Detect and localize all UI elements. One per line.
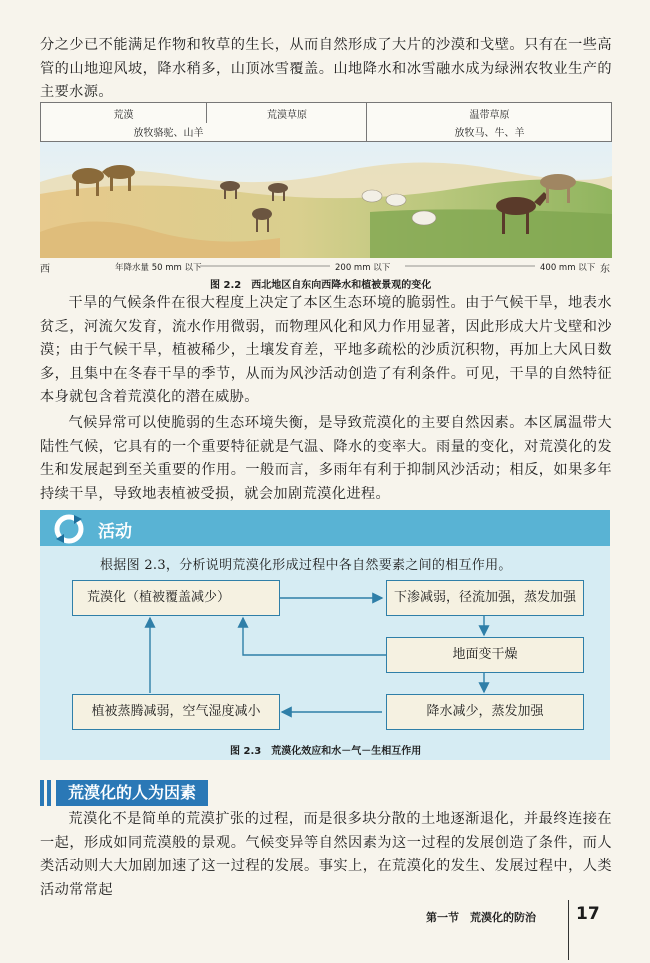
- zone-activity: 放牧骆驼、山羊: [133, 128, 204, 139]
- section-heading: [40, 780, 230, 806]
- zone-name: 温带草原: [469, 110, 510, 121]
- precip-label-200: 200 mm 以下: [335, 263, 391, 273]
- body-paragraph: 干旱的气候条件在很大程度上决定了本区生态环境的脆弱性。由于气候干旱，地表水贫乏，河流欠发育，流水作用微弱，而物理风化和风力作用显著，因此形成大片戈壁和沙漠；由于气候干旱，植被稀少，土壤发育差，平地多疏松的沙质沉积物，再加上大风日数多，且集中在冬春干旱的季节，从而为风沙活动创造了有利条件。可见，干旱的自然特征本身就包含着荒漠化的潜在威胁。: [40, 295, 612, 405]
- zone-name: 荒漠草原: [267, 110, 307, 121]
- precip-label-400: 400 mm 以下: [540, 263, 596, 273]
- section-paragraph: 荒漠化不是简单的荒漠扩张的过程，而是很多块分散的土地逐渐退化，并最终连接在一起，形成如同荒漠般的景观。气候变异等自然因素为这一过程的发展创造了条件，而人类活动则大大加剧加速了这一过程的发展。事实上，在荒漠化的发生、发展过程中，人类活动常常起: [40, 811, 612, 898]
- axis-arrows: [40, 258, 612, 274]
- west-label: 西: [40, 264, 50, 275]
- zone-temperate-steppe: [366, 103, 612, 141]
- activity-prompt: 根据图 2.3，分析说明荒漠化形成过程中各自然要素之间的相互作用。: [100, 558, 512, 573]
- heading-bar: [47, 780, 51, 806]
- activity-title: 活动: [98, 522, 132, 542]
- box-infiltration-runoff: 下渗减弱，径流加强，蒸发加强: [386, 580, 584, 616]
- body-paragraph: 气候异常可以使脆弱的生态环境失衡，是导致荒漠化的主要自然因素。本区属温带大陆性气候，它具有的一个重要特征就是气温、降水的变率大。雨量的变化，对荒漠化的发生和发展起到至关重要的作用。一般而言，多雨年有利于抑制风沙活动；相反，如果多年持续干旱，导致地表植被受损，就会加剧荒漠化进程。: [40, 415, 612, 502]
- box-transpiration-humidity: 植被蒸腾减弱，空气湿度减小: [72, 694, 280, 730]
- figure-2-3-caption: 图 2.3 荒漠化效应和水－气－生相互作用: [230, 746, 422, 757]
- heading-bar: [40, 780, 44, 806]
- box-desertification: 荒漠化（植被覆盖减少）: [72, 580, 280, 616]
- east-label: 东: [600, 264, 610, 275]
- page-footer: [0, 900, 650, 960]
- zone-activity: 放牧马、牛、羊: [454, 128, 525, 139]
- vegetation-zone-table: [40, 102, 612, 142]
- page-number: 17: [576, 904, 600, 924]
- activity-box: [40, 510, 610, 760]
- section-title: 荒漠化的人为因素: [56, 780, 208, 806]
- footer-section-label: 第一节 荒漠化的防治: [426, 911, 536, 924]
- zone-desert: [41, 103, 206, 141]
- box-dry-surface: 地面变干燥: [386, 637, 584, 673]
- zone-name: 荒漠: [113, 110, 134, 121]
- footer-divider: [568, 900, 569, 960]
- box-rainfall-evaporation: 降水减少，蒸发加强: [386, 694, 584, 730]
- landscape-illustration: [40, 142, 612, 258]
- figure-2-2-caption: 图 2.2 西北地区自东向西降水和植被景观的变化: [210, 280, 432, 291]
- intro-paragraph: 分之少已不能满足作物和牧草的生长，从而自然形成了大片的沙漠和戈壁。只有在一些高管的山地迎风坡，降水稍多，山顶冰雪覆盖。山地降水和冰雪融水成为绿洲农牧业生产的主要水源。: [40, 37, 612, 100]
- zone-desert-steppe: [206, 103, 367, 123]
- precip-label-50: 年降水量 50 mm 以下: [115, 263, 202, 273]
- precipitation-axis: [40, 258, 612, 274]
